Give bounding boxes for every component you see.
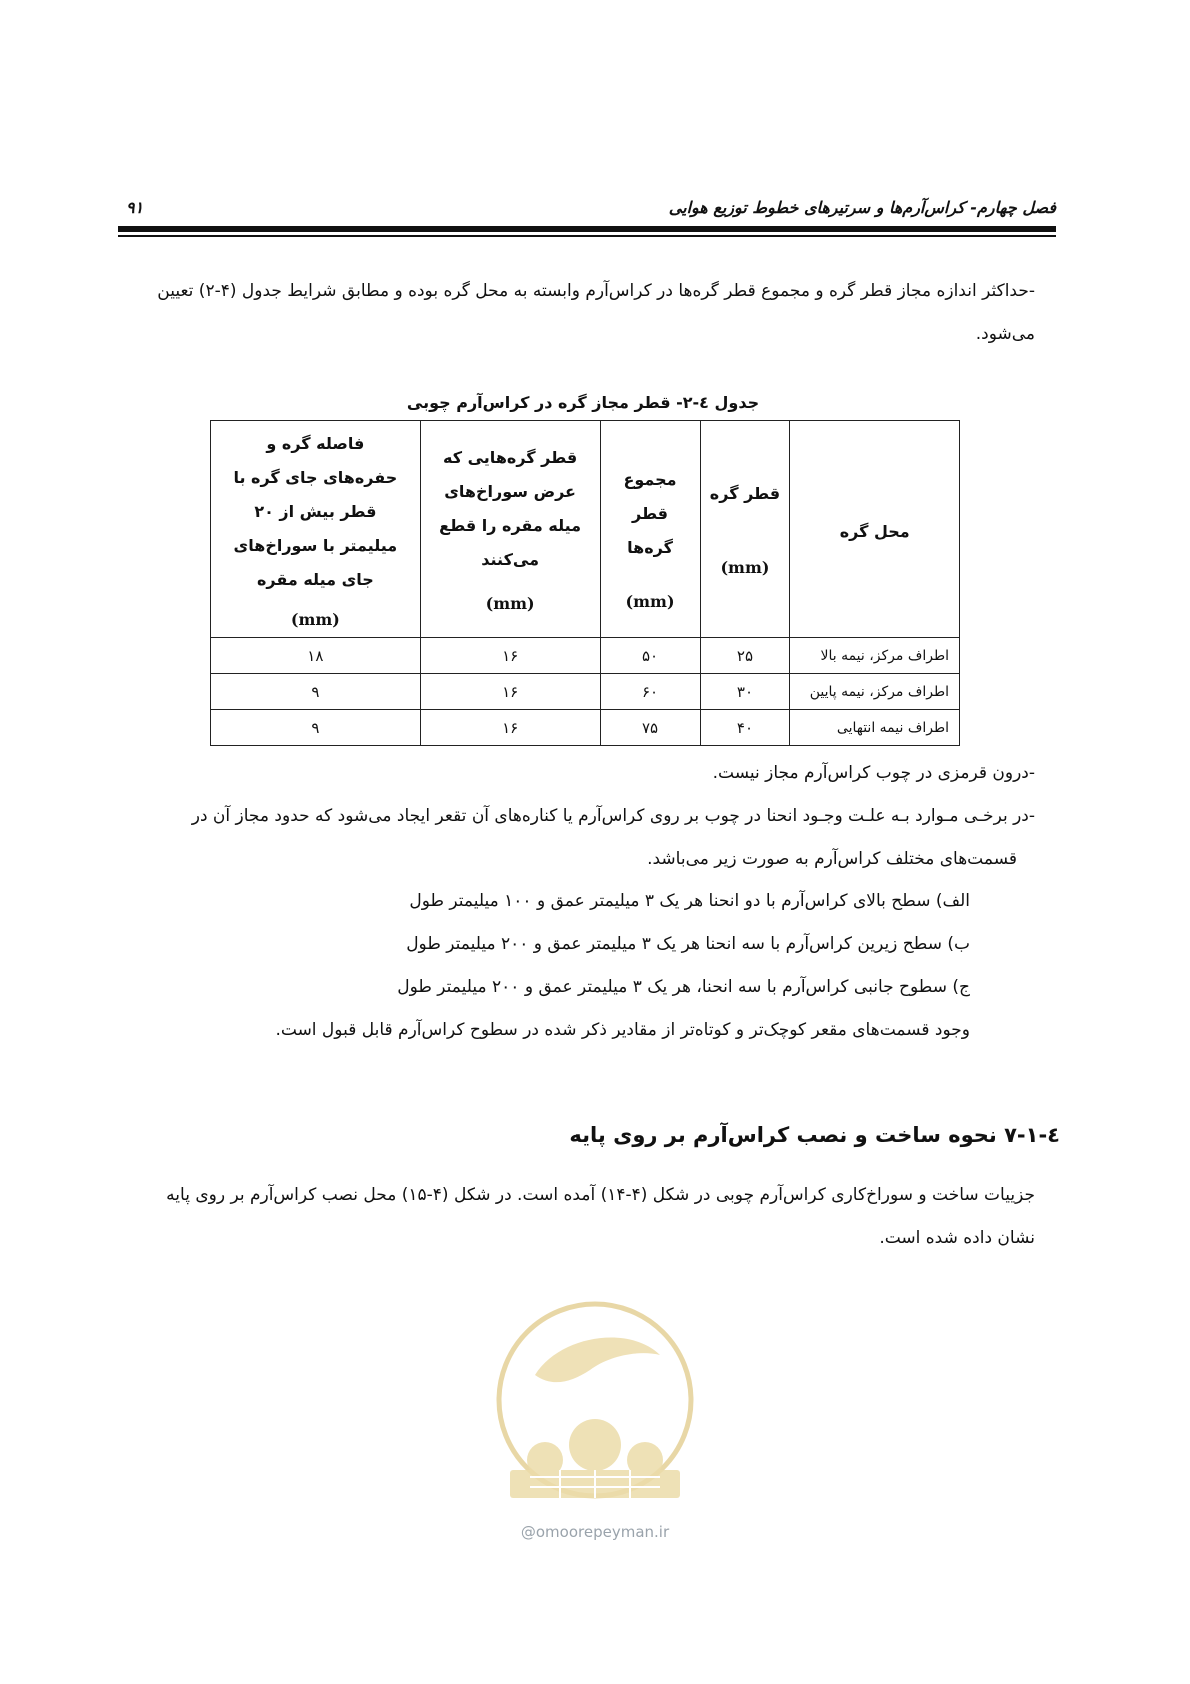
concavity-limits-list [275,880,970,1052]
bullet-item: -درون قرمزی در چوب کراس‌آرم مجاز نیست. [712,763,1035,783]
table-caption: جدول ٤-۲- قطر مجاز گره در کراس‌آرم چوبی [406,393,760,412]
bullet-item-continuation: قسمت‌های مختلف کراس‌آرم به صورت زیر می‌باشد. [647,849,1017,869]
table-cell: اطراف نیمه انتهایی [790,710,960,746]
watermark-url: @omoorepeyman.ir [520,1523,670,1541]
header-cell: فاصله گره و حفره‌های جای گره با قطر بیش از ۲۰ میلیمتر با سوراخ‌های جای میله مقره (mm) [211,421,421,638]
table-cell: ۹ [211,674,421,710]
table-cell: اطراف مرکز، نیمه بالا [790,638,960,674]
table-cell: ۳۰ [700,674,790,710]
table-header-row [211,421,960,638]
intro-paragraph [118,270,1035,356]
bullet-list [118,752,1035,881]
logo-seal-icon [490,1295,700,1520]
watermark-logo [490,1295,700,1555]
header-cell: قطر گره‌هایی که عرض سوراخ‌های میله مقره را قطع می‌کنند (mm) [420,421,600,638]
header-cell: قطر گره (mm) [700,421,790,638]
table-cell: ۵۰ [600,638,700,674]
intro-line-1: -حداکثر اندازه مجاز قطر گره و مجموع قطر گره‌ها در کراس‌آرم وابسته به محل گره بوده و مطابق شرایط جدول (۴-۲) تعیین [157,281,1035,301]
intro-line-2: می‌شود. [975,324,1035,344]
page-header [118,198,1056,228]
table-cell: ۹ [211,710,421,746]
table-cell: ۷۵ [600,710,700,746]
list-item: ب) سطح زیرین کراس‌آرم با سه انحنا هر یک ۳ میلیمتر عمق و ۲۰۰ میلیمتر طول [406,934,970,954]
table-row [211,710,960,746]
header-cell: محل گره [790,421,960,638]
table-cell: ۲۵ [700,638,790,674]
list-note: وجود قسمت‌های مقعر کوچک‌تر و کوتاه‌تر از مقادیر ذکر شده در سطوح کراس‌آرم قابل قبول است. [275,1020,970,1040]
header-cell: مجموع قطر گره‌ها (mm) [600,421,700,638]
table-cell: ۶۰ [600,674,700,710]
table-cell: ۱۸ [211,638,421,674]
table-row [211,674,960,710]
list-item: الف) سطح بالای کراس‌آرم با دو انحنا هر یک ۳ میلیمتر عمق و ۱۰۰ میلیمتر طول [409,891,970,911]
table-cell: ۱۶ [420,710,600,746]
knot-table [210,420,960,746]
header-rule-thick [118,226,1056,232]
chapter-title: فصل چهارم- کراس‌آرم‌ها و سرتیرهای خطوط توزیع هوایی [668,198,1056,217]
section-heading: ٤-۷-۱ نحوه ساخت و نصب کراس‌آرم بر روی پایه [569,1123,1060,1147]
table-cell: ۱۶ [420,638,600,674]
page-number: ۹۱ [126,198,144,217]
table-cell: ۴۰ [700,710,790,746]
bullet-item: -در برخـی مـوارد بـه علـت وجـود انحنا در چوب بر روی کراس‌آرم یا کناره‌های آن تقعر ایجاد می‌شود که حدود مجاز آن در [191,806,1035,826]
table-row [211,638,960,674]
table-cell: اطراف مرکز، نیمه پایین [790,674,960,710]
header-rule-thin [118,235,1056,237]
list-item: ج) سطوح جانبی کراس‌آرم با سه انحنا، هر یک ۳ میلیمتر عمق و ۲۰۰ میلیمتر طول [397,977,970,997]
table-cell: ۱۶ [420,674,600,710]
section-paragraph: جزییات ساخت و سوراخ‌کاری کراس‌آرم چوبی در شکل (۴-۱۴) آمده است. در شکل (۴-۱۵) محل نصب کراس‌آرم بر روی پایه نشان داده شده است. [166,1185,1035,1248]
